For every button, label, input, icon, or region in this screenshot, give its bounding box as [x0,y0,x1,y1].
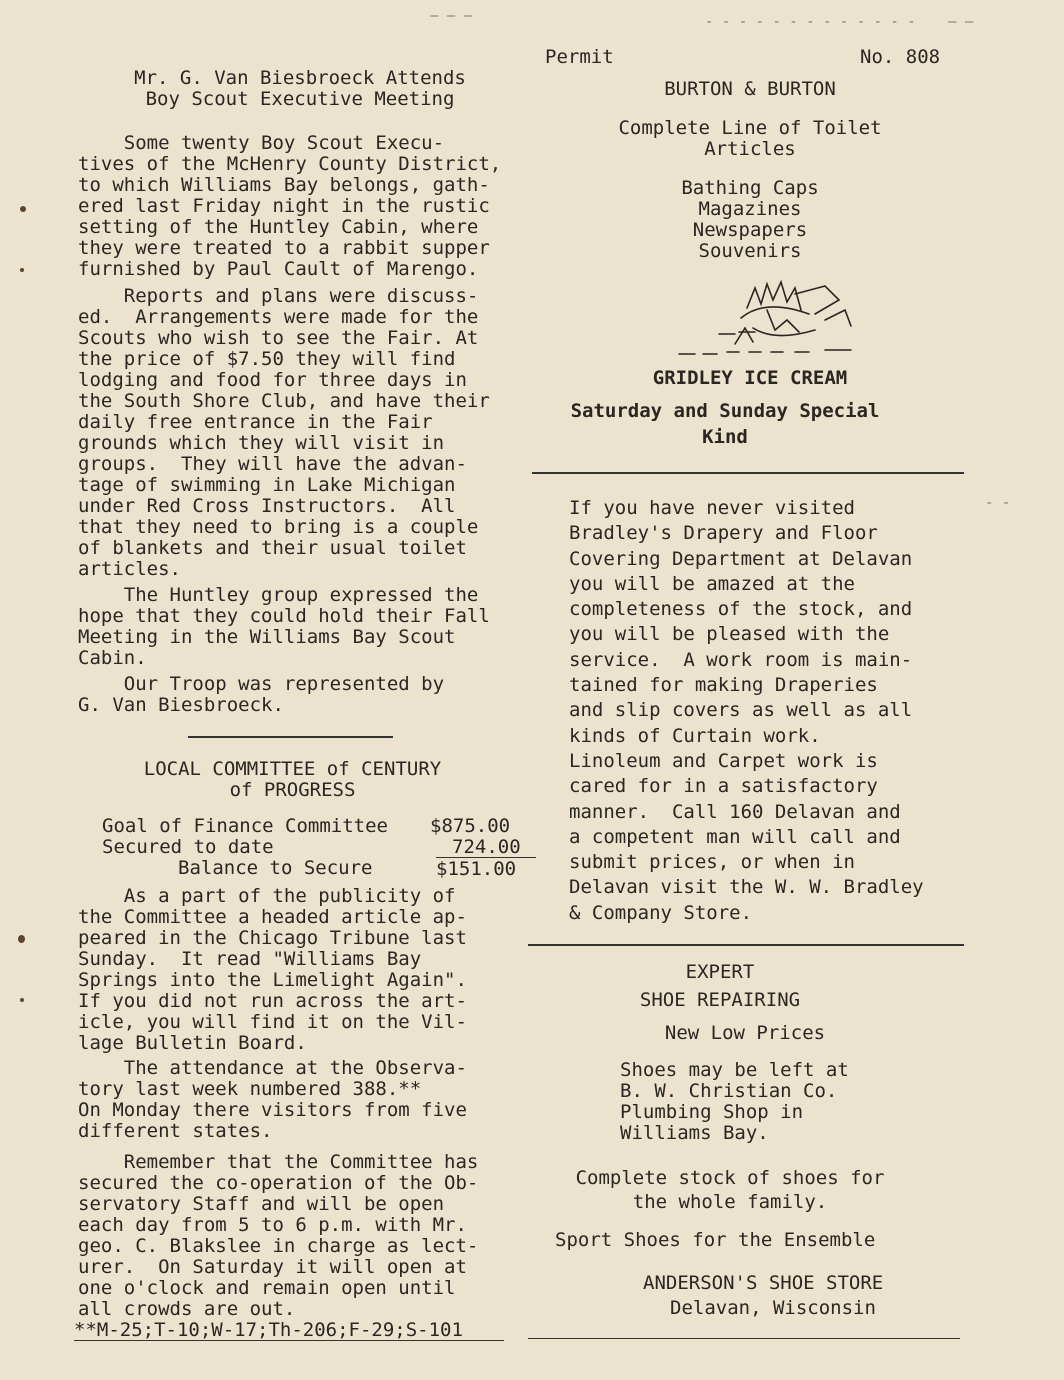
attendance-footnote: **M-25;T-10;W-17;Th-206;F-29;S-101 [74,1319,463,1341]
margin-mark [20,268,24,272]
margin-mark [20,206,26,212]
gridley-title: GRIDLEY ICE CREAM [652,367,848,389]
shoe-store-city: Delavan, Wisconsin [670,1297,876,1319]
secured-label: Secured to date [102,836,274,858]
stamp-illustration [675,270,865,362]
burton-items: Bathing Caps Magazines Newspapers Souvenirs [681,177,819,262]
permit-label: Permit [545,46,614,68]
article-paragraph: Reports and plans were discuss- ed. Arrangements were made for the Scouts who wish to see the Fair. At the price of $7.50 they will find lodging and food for three days in the South Shore Club, and have their daily free entrance in the Fair grounds which they will visit in groups. They will have the advan- tage of swimming in Lake Michigan under Red Cross Instructors. All that they need to bring is a couple of blankets and their usual toilet articles. [78,285,490,580]
stray-mark: — — [948,14,974,30]
shoe-stock: Complete stock of shoes for the whole family. [575,1167,885,1213]
shoe-sport: Sport Shoes for the Ensemble [555,1229,876,1251]
stray-mark: - - - - - - - - - - - - - [705,14,916,30]
bradley-ad: If you have never visited Bradley's Drapery and Floor Covering Department at Delavan you will be amazed at the completeness of the stock, and you will be pleased with the service. A work room is main- tained for making Draperies and slip covers as well as all kinds of Curtain work. Linoleum and Carpet work is cared for in a satisfactory manner. Call 160 Delavan and a competent man will call and submit prices, or when in Delavan visit the W. W. Bradley & Company Store. [569,497,924,924]
gridley-special: Saturday and Sunday Special Kind [570,400,880,448]
goal-label: Goal of Finance Committee [102,815,388,837]
burton-line: Complete Line of Toilet Articles [618,117,882,160]
secured-value: 724.00 [452,836,521,858]
stray-mark: - - [985,495,1011,511]
article-paragraph: The Huntley group expressed the hope that they could hold their Fall Meeting in the Williams Bay Scout Cabin. [78,584,490,669]
balance-label: Balance to Secure [178,857,373,879]
permit-number: No. 808 [860,46,941,68]
shoe-store-name: ANDERSON'S SHOE STORE [643,1272,884,1294]
article-paragraph: Remember that the Committee has secured the co-operation of the Ob- servatory Staff and will be open each day from 5 to 6 p.m. with Mr. geo. C. Blakslee in charge as lect- urer. On Saturday it will open at one o'clock and remain open until all crowds are out. [78,1151,479,1320]
balance-value: $151.00 [436,858,517,880]
article-paragraph: Some twenty Boy Scout Execu- tives of the McHenry County District, to which Williams Bay belongs, gath- ered last Friday night in the rustic setting of the Huntley Cabin, where they were treated to a rabbit supper furnished by Paul Cault of Marengo. [78,132,502,280]
committee-title: LOCAL COMMITTEE of CENTURY of PROGRESS [143,758,442,801]
goal-value: $875.00 [430,815,511,837]
shoe-prices: New Low Prices [664,1022,826,1044]
section-divider [188,736,393,738]
footer-line [528,1338,960,1339]
article-paragraph: As a part of the publicity of the Committee a headed article ap- peared in the Chicago Tribune last Sunday. It read "Williams Bay Springs into the Limelight Again". If you did not run across the art- icle, you will find it on the Vil- lage Bulletin Board. [78,885,467,1054]
footer-line [74,1340,504,1341]
burton-title: BURTON & BURTON [664,78,836,100]
margin-mark [18,935,25,943]
headline: Mr. G. Van Biesbroeck Attends Boy Scout Executive Meeting [134,67,466,110]
section-divider [532,472,964,474]
shoe-drop-off: Shoes may be left at B. W. Christian Co. Plumbing Shop in Williams Bay. [620,1059,849,1144]
article-paragraph: The attendance at the Observa- tory last week numbered 388.** On Monday there visitors from five different states. [78,1057,467,1142]
article-paragraph: Our Troop was represented by G. Van Biesbroeck. [78,673,445,716]
shoe-expert: EXPERT [685,961,755,983]
stray-mark: — — — [430,8,473,24]
shoe-repairing: SHOE REPAIRING [639,989,801,1011]
section-divider [528,944,964,946]
margin-mark [20,998,24,1002]
